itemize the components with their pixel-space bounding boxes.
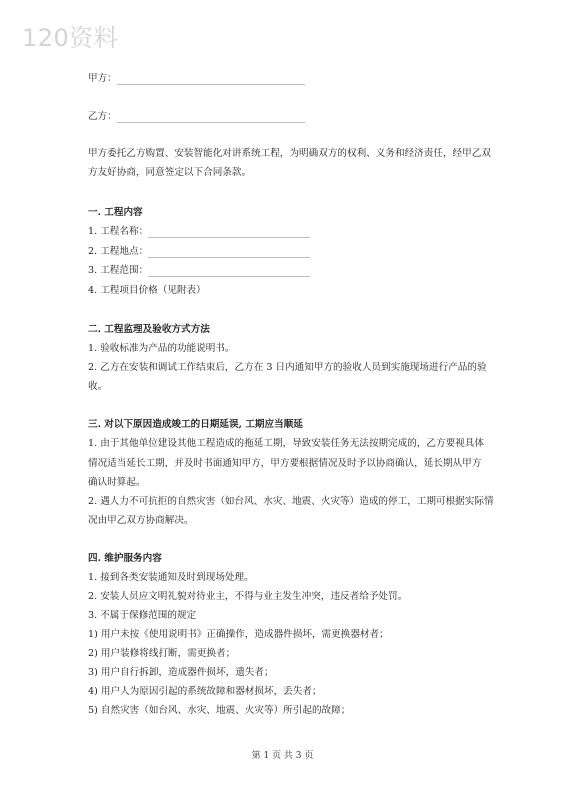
section4-item2: 2. 安装人员应文明礼貌对待业主，不得与业主发生冲突，违反者给予处罚。 [88, 591, 408, 602]
project-scope-label: 3. 工程范围： [88, 265, 149, 276]
section4-sub1: 1) 用户未按《使用说明书》正确操作，造成器件损坏，需更换器材者； [88, 629, 389, 640]
party-b-row [88, 110, 305, 123]
section1-item4: 4. 工程项目价格（见附表） [88, 285, 206, 296]
section4-sub5: 5) 自然灾害（如台风、水灾、地震、火灾等）所引起的故障； [88, 705, 351, 716]
project-location-blank [148, 246, 310, 258]
party-a-row [88, 72, 305, 85]
intro-line-2: 方友好协商，同意签定以下合同条款。 [88, 167, 252, 178]
section3-item2-line1: 2. 遇人力不可抗拒的自然灾害（如台风、水灾、地震、火灾等）造成的停工，工期可根据实际情 [88, 496, 494, 507]
section4-item3: 3. 不属于保修范围的规定 [88, 610, 197, 621]
section4-heading: 四. 维护服务内容 [88, 553, 162, 564]
section1-item3-row [88, 264, 310, 277]
section3-item2-line2: 况由甲乙双方协商解决。 [88, 515, 194, 526]
section4-sub3: 3) 用户自行拆卸，造成器件损坏，遗失者； [88, 667, 274, 678]
section2-item2-line1: 2. 乙方在安装和调试工作结束后，乙方在 3 日内通知甲方的验收人员到实施现场进行产品的验 [88, 362, 487, 373]
party-b-blank [117, 111, 305, 123]
section3-heading: 三. 对以下原因造成竣工的日期延误, 工期应当顺延 [88, 419, 303, 430]
project-name-blank [148, 226, 310, 238]
party-b-label: 乙方： [88, 111, 117, 122]
project-location-label: 2. 工程地点： [88, 246, 149, 257]
section3-item1-line2: 情况适当延长工期，并及时书面通知甲方，甲方要根据情况及时予以协商确认，延长期从甲方 [88, 458, 482, 469]
watermark-logo: 120资料 [22, 24, 119, 52]
project-name-label: 1. 工程名称： [88, 226, 149, 237]
section1-item2-row [88, 245, 310, 258]
intro-line-1: 甲方委托乙方购置、安装智能化对讲系统工程，为明确双方的权利、义务和经济责任，经甲乙双 [88, 148, 491, 159]
section2-item1: 1. 验收标准为产品的功能说明书。 [88, 343, 235, 354]
section1-item1-row [88, 225, 310, 238]
section4-sub4: 4) 用户人为原因引起的系统故障和器材损坏，丢失者； [88, 686, 322, 697]
project-scope-blank [148, 265, 310, 277]
party-a-label: 甲方： [88, 73, 117, 84]
party-a-blank [117, 73, 305, 85]
section2-item2-line2: 收。 [88, 381, 108, 392]
section3-item1-line1: 1. 由于其他单位建设其他工程造成的拖延工期，导致安装任务无法按期完成的，乙方要视具体 [88, 438, 484, 449]
section4-item1: 1. 接到各类安装通知及时到现场处理。 [88, 572, 254, 583]
section3-item1-line3: 确认时算起。 [88, 477, 146, 488]
section1-heading: 一. 工程内容 [88, 207, 143, 218]
page-number: 第 1 页 共 3 页 [251, 751, 314, 761]
section2-heading: 二. 工程监理及验收方式方法 [88, 324, 210, 335]
section4-sub2: 2) 用户装修将线打断，需更换者； [88, 648, 236, 659]
